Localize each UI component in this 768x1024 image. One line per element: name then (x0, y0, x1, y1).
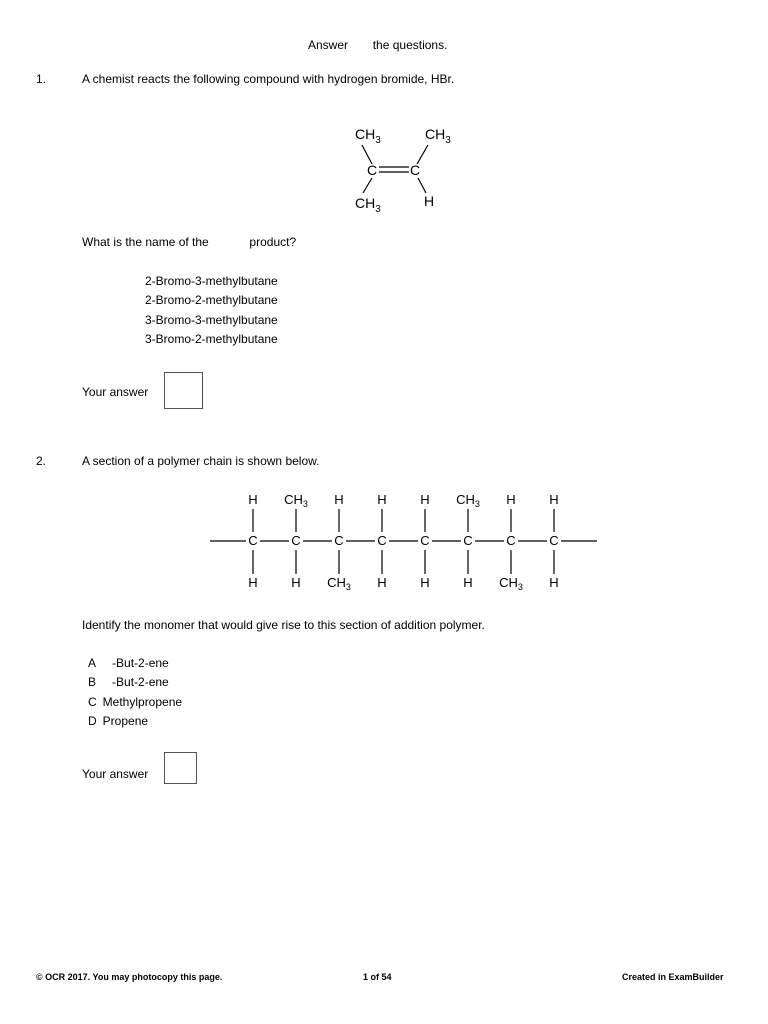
q1-answer-box[interactable] (164, 372, 203, 409)
q1-number: 1. (36, 72, 47, 86)
polymer-bottom-substituent: H (549, 575, 559, 590)
q1-carbon-left: C (367, 162, 378, 178)
q1-bond-line (363, 178, 372, 193)
instruction-part1: Answer (308, 38, 349, 52)
polymer-carbon-atom: C (506, 533, 516, 548)
polymer-bottom-substituent: H (291, 575, 301, 590)
q2-option-b[interactable] (88, 675, 169, 689)
polymer-top-substituent: H (334, 492, 344, 507)
footer-page-number: 1 of 54 (363, 972, 392, 982)
polymer-carbon-atom: C (291, 533, 301, 548)
polymer-bottom-substituent: H (248, 575, 258, 590)
q1-bond-line (418, 178, 426, 193)
polymer-top-substituent: H (506, 492, 516, 507)
q1-question-part2: product? (249, 235, 297, 249)
instruction-heading (308, 38, 447, 52)
q1-question (82, 235, 296, 249)
polymer-chain-diagram (205, 488, 605, 598)
polymer-top-substituent: H (549, 492, 559, 507)
q1-stem: A chemist reacts the following compound with hydrogen bromide, HBr. (82, 72, 455, 86)
polymer-carbon-atom: C (549, 533, 559, 548)
polymer-top-substituent: $CH_3$ (456, 492, 480, 509)
option-text: Methylpropene (102, 695, 183, 709)
option-letter: A (88, 656, 97, 670)
polymer-bottom-substituent: $CH_3$ (499, 575, 523, 592)
option-text: -But-2-ene (112, 675, 169, 689)
q2-question: Identify the monomer that would give rise to this section of addition polymer. (82, 618, 485, 632)
option-letter: B (88, 675, 97, 689)
polymer-top-substituent: H (248, 492, 258, 507)
q1-bottom-left-group: $CH_3$ (355, 195, 381, 215)
q1-bottom-right-atom: H (424, 193, 435, 209)
polymer-bottom-substituent: H (377, 575, 387, 590)
polymer-carbon-atom: C (248, 533, 258, 548)
q2-answer-box[interactable] (164, 752, 197, 784)
q1-question-part1: What is the name of the (82, 235, 209, 249)
option-letter: C (88, 695, 97, 709)
polymer-carbon-atom: C (334, 533, 344, 548)
polymer-carbon-atom: C (420, 533, 430, 548)
polymer-bottom-substituent: H (420, 575, 430, 590)
q1-option[interactable]: 3-Bromo-3-methylbutane (145, 313, 278, 327)
q2-option-d[interactable] (88, 714, 148, 728)
polymer-carbon-atom: C (463, 533, 473, 548)
q1-option[interactable]: 2-Bromo-2-methylbutane (145, 293, 278, 307)
instruction-part2: the questions. (372, 38, 448, 52)
polymer-top-substituent: $CH_3$ (284, 492, 308, 509)
polymer-bottom-substituent: $CH_3$ (327, 575, 351, 592)
option-text: -But-2-ene (112, 656, 169, 670)
polymer-top-substituent: H (377, 492, 387, 507)
footer-copyright: © OCR 2017. You may photocopy this page. (36, 972, 223, 982)
option-text: Propene (102, 714, 149, 728)
q1-carbon-right: C (410, 162, 421, 178)
option-letter: D (88, 714, 97, 728)
q2-your-answer-label: Your answer (82, 767, 149, 781)
footer-created-in: Created in ExamBuilder (622, 972, 724, 982)
q1-top-right-group: $CH_3$ (425, 126, 451, 146)
q2-stem: A section of a polymer chain is shown below. (82, 454, 320, 468)
polymer-top-substituent: H (420, 492, 430, 507)
q2-option-a[interactable] (88, 656, 169, 670)
polymer-carbon-atom: C (377, 533, 387, 548)
q1-option[interactable]: 2-Bromo-3-methylbutane (145, 274, 278, 288)
q2-option-c[interactable] (88, 695, 182, 709)
polymer-bottom-substituent: H (463, 575, 473, 590)
q1-option[interactable]: 3-Bromo-2-methylbutane (145, 332, 278, 346)
q1-top-left-group: $CH_3$ (355, 126, 381, 146)
q2-number: 2. (36, 454, 47, 468)
q1-structure-diagram (340, 122, 470, 217)
q1-your-answer-label: Your answer (82, 385, 149, 399)
